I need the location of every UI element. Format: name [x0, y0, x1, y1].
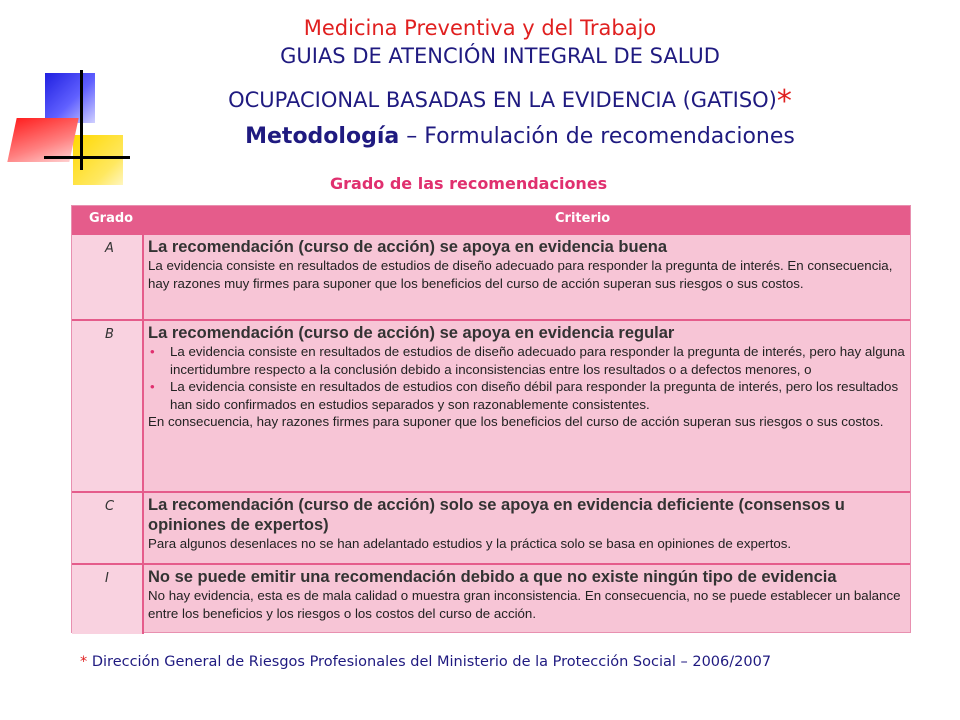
grade-cell: [72, 235, 144, 321]
criterio-lead: La recomendación (curso de acción) se apoya en evidencia buena: [148, 238, 668, 256]
table-title: Grado de las recomendaciones: [330, 174, 608, 193]
criterio-lead: La recomendación (curso de acción) se apoya en evidencia regular: [148, 324, 675, 342]
table-row-a: [72, 233, 910, 321]
header-line-3: [110, 80, 910, 119]
criterio-text: La evidencia consiste en resultados de estudios de diseño adecuado para responder la pregunta de interés. En consecuencia, hay razones muy firmes para suponer que los beneficios del curso de acción superan sus riesgos o sus costos.: [148, 258, 893, 291]
subtitle-bold: Metodología: [245, 124, 400, 149]
table-header: [72, 206, 910, 233]
criterio-text: En consecuencia, hay razones firmes para suponer que los beneficios del curso de acción superan sus riesgos o sus costos.: [148, 414, 884, 429]
grade-label: I: [105, 571, 109, 586]
criterio-cell: [148, 495, 906, 553]
criterio-bullet-2: • La evidencia consiste en resultados de estudios con diseño débil para responder la pregunta de interés, pero los resultados han sido confirmados en estudios separados y son razonablemente consistentes.: [148, 378, 906, 413]
criterio-cell: [148, 323, 906, 431]
col-header-criterio: Criterio: [555, 211, 611, 226]
grade-label: A: [105, 241, 114, 256]
footnote-star: *: [80, 654, 88, 670]
criterio-cell: [148, 567, 906, 622]
grade-label: B: [105, 327, 114, 342]
criterio-bullet-1: • La evidencia consiste en resultados de estudios de diseño adecuado para responder la pregunta de interés, pero hay alguna incertidumbre respecto a la conclusión debido a inconsistencias entre los resultados o a defectos menores, o: [148, 343, 906, 378]
grade-cell: [72, 565, 144, 634]
criterio-text: No hay evidencia, esta es de mala calidad o muestra gran inconsistencia. En consecuencia, no se puede establecer un balance entre los beneficios y los riesgos o los costos del curso de acción.: [148, 588, 901, 621]
criterio-cell: [148, 237, 906, 292]
logo-vertical-line: [80, 70, 83, 170]
decorative-logo: [0, 60, 130, 170]
header-star: *: [776, 84, 792, 119]
table-row-b: [72, 319, 910, 493]
recommendations-table: [71, 205, 911, 633]
col-header-grado: Grado: [89, 211, 134, 226]
logo-blue-square: [45, 73, 95, 123]
table-row-c: [72, 491, 910, 565]
footnote-text: Dirección General de Riesgos Profesionales del Ministerio de la Protección Social – 2006/2007: [87, 654, 772, 670]
slide-subtitle: [40, 124, 960, 149]
table-row-i: [72, 563, 910, 634]
grade-label: C: [105, 499, 115, 514]
logo-horizontal-line: [44, 156, 130, 159]
criterio-lead: La recomendación (curso de acción) solo se apoya en evidencia deficiente (consensos u opiniones de expertos): [148, 496, 845, 534]
grade-cell: [72, 493, 144, 565]
grade-cell: [72, 321, 144, 493]
subtitle-rest: – Formulación de recomendaciones: [399, 124, 795, 149]
source-footnote: [80, 654, 771, 670]
criterio-lead: No se puede emitir una recomendación debido a que no existe ningún tipo de evidencia: [148, 568, 837, 586]
header-line-2: GUIAS DE ATENCIÓN INTEGRAL DE SALUD: [280, 44, 720, 68]
header-line-3-text: OCUPACIONAL BASADAS EN LA EVIDENCIA (GATISO): [228, 88, 777, 112]
header-line-1: Medicina Preventiva y del Trabajo: [303, 16, 657, 40]
criterio-text: Para algunos desenlaces no se han adelantado estudios y la práctica solo se basa en opiniones de expertos.: [148, 536, 792, 551]
